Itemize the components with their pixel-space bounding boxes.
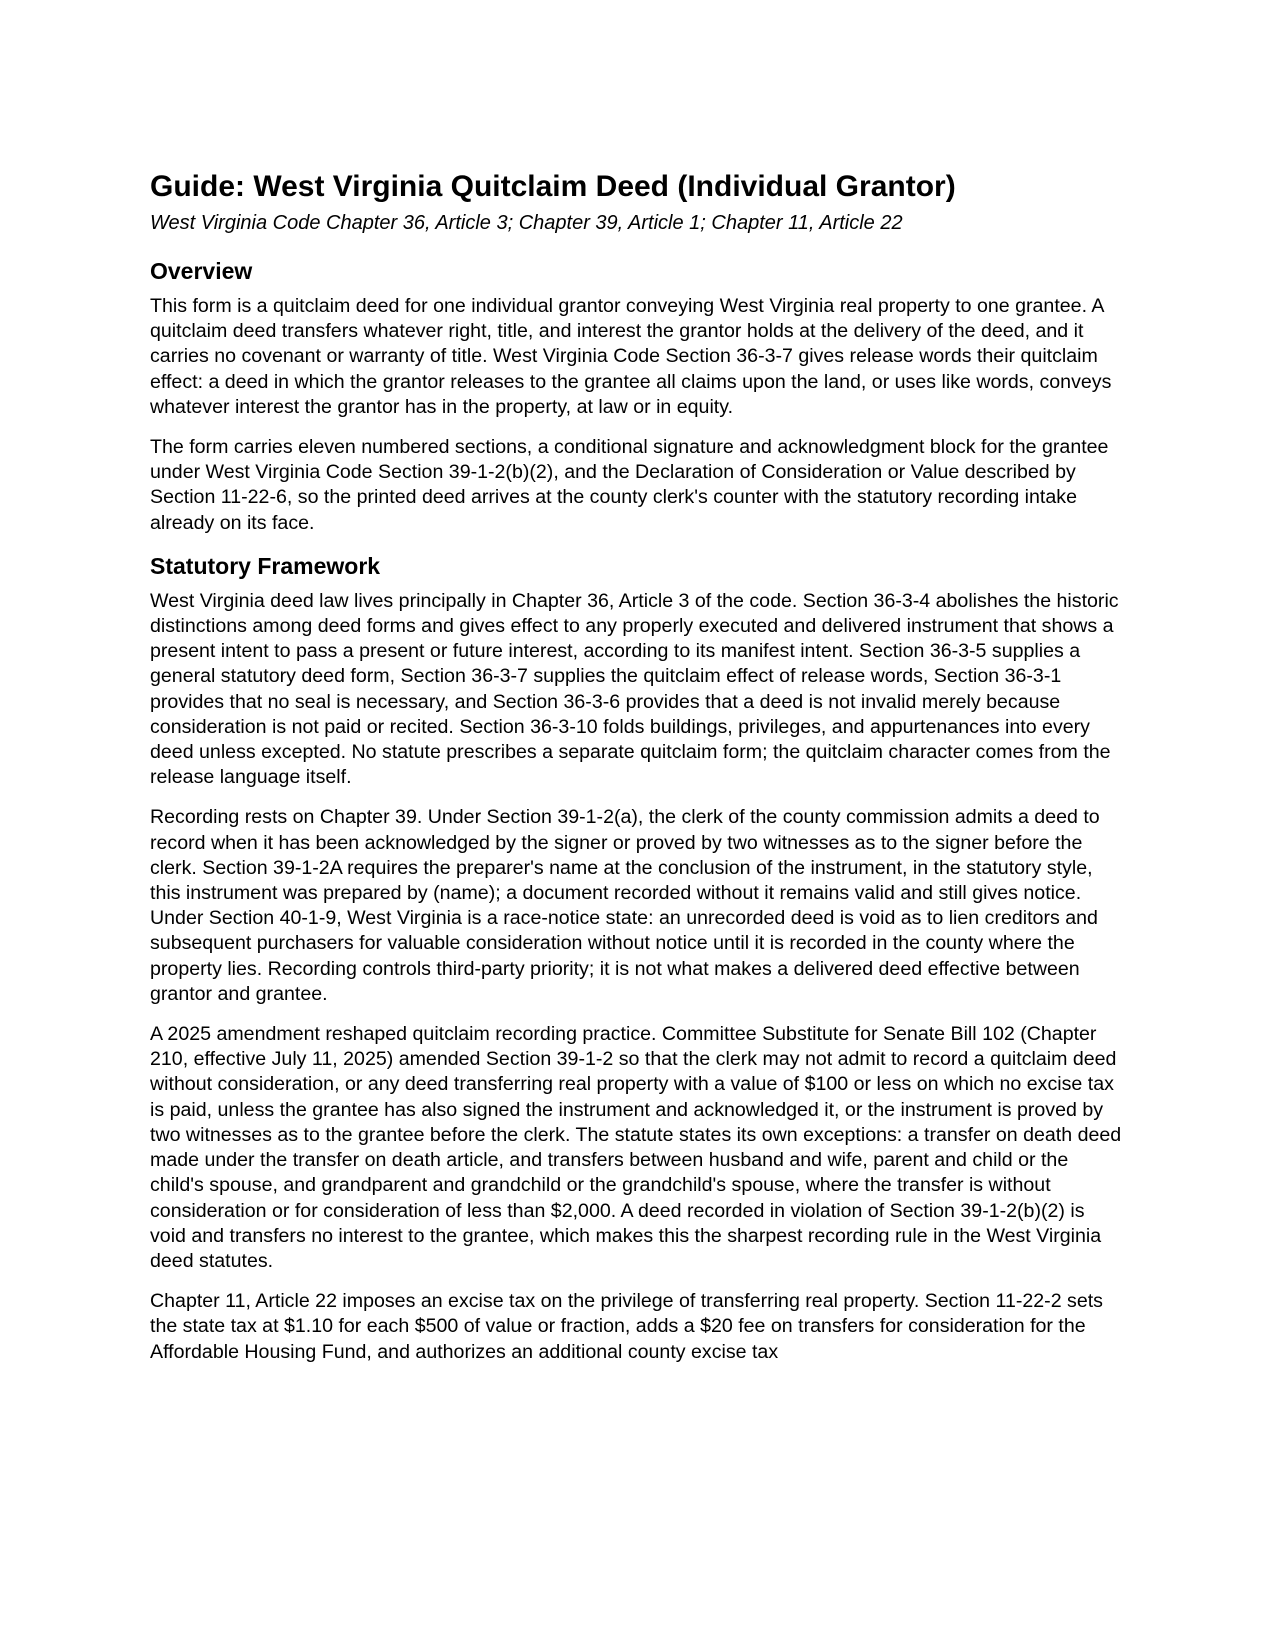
paragraph: This form is a quitclaim deed for one individual grantor conveying West Virginia real property to one grantee. A quitclaim deed transfers whatever right, title, and interest the grantor holds at the delivery of the deed, and it carries no covenant or warranty of title. West Virginia Code Section 36-3-7 gives release words their quitclaim effect: a deed in which the grantor releases to the grantee all claims upon the land, or uses like words, conveys whatever interest the grantor has in the property, at law or in equity. [150, 295, 1112, 418]
page-subtitle: West Virginia Code Chapter 36, Article 3; Chapter 39, Article 1; Chapter 11, Article 22 [150, 212, 903, 234]
paragraph: West Virginia deed law lives principally in Chapter 36, Article 3 of the code. Section 36-3-4 abolishes the historic distinctions among deed forms and gives effect to any properly executed and delivered instrument that shows a present intent to pass a present or future interest, according to its manifest intent. Section 36-3-5 supplies a general statutory deed form, Section 36-3-7 supplies the quitclaim effect of release words, Section 36-3-1 provides that no seal is necessary, and Section 36-3-6 provides that a deed is not invalid merely because consideration is not paid or recited. Section 36-3-10 folds buildings, privileges, and appurtenances into every deed unless excepted. No statute prescribes a separate quitclaim form; the quitclaim character comes from the release language itself. [150, 589, 1119, 789]
section-heading-statutory-framework: Statutory Framework [150, 552, 381, 579]
section-heading-overview: Overview [150, 258, 253, 284]
paragraph: Chapter 11, Article 22 imposes an excise tax on the privilege of transferring real property. Section 11-22-2 sets the state tax at $1.10 for each $500 of value or fraction, adds a $20 fee on transfers for consideration for the Affordable Housing Fund, and authorizes an additional county excise tax [150, 1290, 1103, 1363]
section-statutory-framework [150, 551, 1125, 1365]
section-overview [150, 256, 1125, 536]
paragraph: Recording rests on Chapter 39. Under Section 39-1-2(a), the clerk of the county commission admits a deed to record when it has been acknowledged by the signer or proved by two witnesses as to the signer before the clerk. Section 39-1-2A requires the preparer's name at the conclusion of the instrument, in the statutory style, this instrument was prepared by (name); a document recorded without it remains valid and still gives notice. Under Section 40-1-9, West Virginia is a race-notice state: an unrecorded deed is void as to lien creditors and subsequent purchasers for valuable consideration without notice until it is recorded in the county where the property lies. Recording controls third-party priority; it is not what makes a delivered deed effective between grantor and grantee. [150, 806, 1100, 1005]
paragraph: The form carries eleven numbered sections, a conditional signature and acknowledgment block for the grantee under West Virginia Code Section 39-1-2(b)(2), and the Declaration of Consideration or Value described by Section 11-22-6, so the printed deed arrives at the county clerk's counter with the statutory recording intake already on its face. [150, 436, 1109, 534]
page-title: Guide: West Virginia Quitclaim Deed (Individual Grantor) [150, 170, 956, 203]
document-page [150, 168, 1125, 1380]
paragraph: A 2025 amendment reshaped quitclaim recording practice. Committee Substitute for Senate Bill 102 (Chapter 210, effective July 11, 2025) amended Section 39-1-2 so that the clerk may not admit to record a quitclaim deed without consideration, or any deed transferring real property with a value of $100 or less on which no excise tax is paid, unless the grantee has also signed the instrument and acknowledged it, or the instrument is proved by two witnesses as to the grantee before the clerk. The statute states its own exceptions: a transfer on death deed made under the transfer on death article, and transfers between husband and wife, parent and child or the child's spouse, and grandparent and grandchild or the grandchild's spouse, where the transfer is without consideration or for consideration of less than $2,000. A deed recorded in violation of Section 39-1-2(b)(2) is void and transfers no interest to the grantee, which makes this the sharpest recording rule in the West Virginia deed statutes. [150, 1023, 1122, 1272]
